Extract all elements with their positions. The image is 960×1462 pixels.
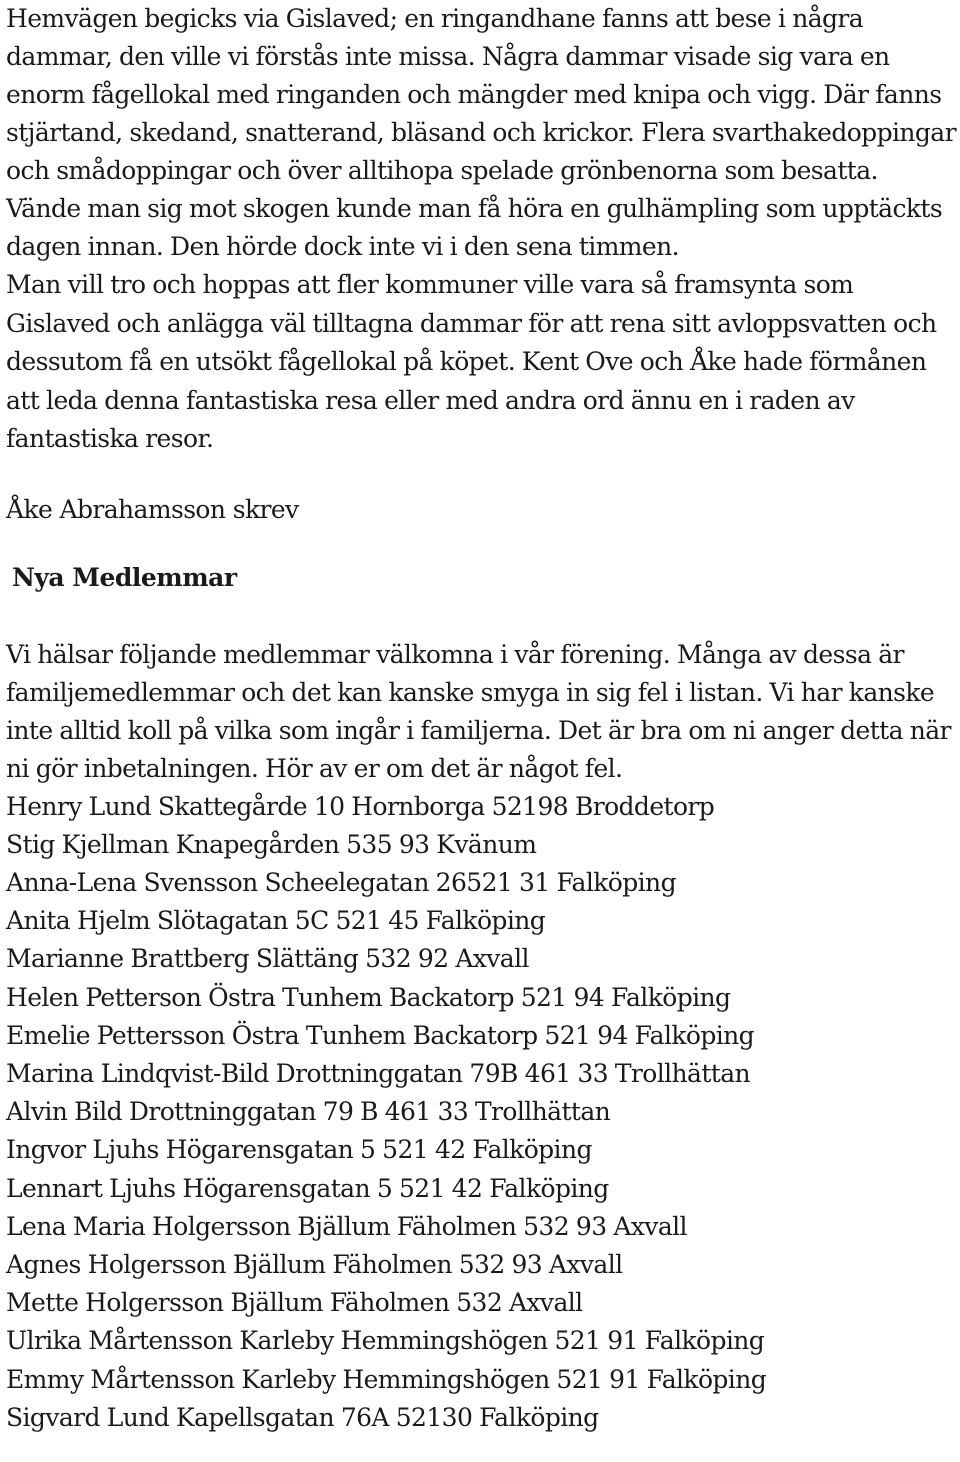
member-entry: Emmy Mårtensson Karleby Hemmingshögen 521 91 Falköping	[6, 1364, 767, 1394]
author-signature: Åke Abrahamsson skrev	[6, 494, 299, 524]
article-paragraph: Man vill tro och hoppas att fler kommuner ville vara så framsynta som Gislaved och anlägga väl tilltagna dammar för att rena sitt avloppsvatten och dessutom få en utsökt fågellokal på köpet. Kent Ove och Åke hade förmånen att leda denna fantastiska resa eller med andra ord ännu en i raden av fantastiska resor.	[6, 270, 937, 453]
section-heading: Nya Medlemmar	[12, 562, 237, 592]
member-entry: Lennart Ljuhs Högarensgatan 5 521 42 Falköping	[6, 1173, 609, 1203]
member-entry: Anna-Lena Svensson Scheelegatan 26521 31 Falköping	[6, 867, 676, 897]
member-list	[6, 788, 956, 1437]
section-intro: Vi hälsar följande medlemmar välkomna i vår förening. Många av dessa är familjemedlemmar och det kan kanske smyga in sig fel i listan. Vi har kanske inte alltid koll på vilka som ingår i familjerna. Det är bra om ni anger detta när ni gör inbetalningen. Hör av er om det är något fel.	[6, 639, 951, 783]
member-entry: Stig Kjellman Knapegården 535 93 Kvänum	[6, 829, 537, 859]
member-entry: Anita Hjelm Slötagatan 5C 521 45 Falköping	[6, 906, 546, 936]
member-entry: Alvin Bild Drottninggatan 79 B 461 33 Trollhättan	[6, 1097, 611, 1127]
member-entry: Marianne Brattberg Slättäng 532 92 Axvall	[6, 944, 529, 974]
member-entry: Mette Holgersson Bjällum Fäholmen 532 Axvall	[6, 1288, 583, 1318]
member-entry: Agnes Holgersson Bjällum Fäholmen 532 93 Axvall	[6, 1249, 623, 1279]
document-page	[6, 0, 956, 1437]
member-entry: Ulrika Mårtensson Karleby Hemmingshögen 521 91 Falköping	[6, 1326, 765, 1356]
member-entry: Henry Lund Skattegårde 10 Hornborga 52198 Broddetorp	[6, 791, 715, 821]
member-entry: Marina Lindqvist-Bild Drottninggatan 79B 461 33 Trollhättan	[6, 1058, 751, 1088]
member-entry: Sigvard Lund Kapellsgatan 76A 52130 Falköping	[6, 1402, 599, 1432]
member-entry: Helen Petterson Östra Tunhem Backatorp 521 94 Falköping	[6, 982, 731, 1012]
article-paragraph: Hemvägen begicks via Gislaved; en ringandhane fanns att bese i några dammar, den ville vi förstås inte missa. Några dammar visade sig vara en enorm fågellokal med ringanden och mängder med knipa och vigg. Där fanns stjärtand, skedand, snatterand, bläsand och krickor. Flera svarthakedoppingar och smådoppingar och över alltihopa spelade grönbenorna som besatta. Vände man sig mot skogen kunde man få höra en gulhämpling som upptäckts dagen innan. Den hörde dock inte vi i den sena timmen.	[6, 4, 956, 261]
member-entry: Lena Maria Holgersson Bjällum Fäholmen 532 93 Axvall	[6, 1211, 687, 1241]
member-entry: Ingvor Ljuhs Högarensgatan 5 521 42 Falköping	[6, 1135, 592, 1165]
member-entry: Emelie Pettersson Östra Tunhem Backatorp 521 94 Falköping	[6, 1020, 755, 1050]
